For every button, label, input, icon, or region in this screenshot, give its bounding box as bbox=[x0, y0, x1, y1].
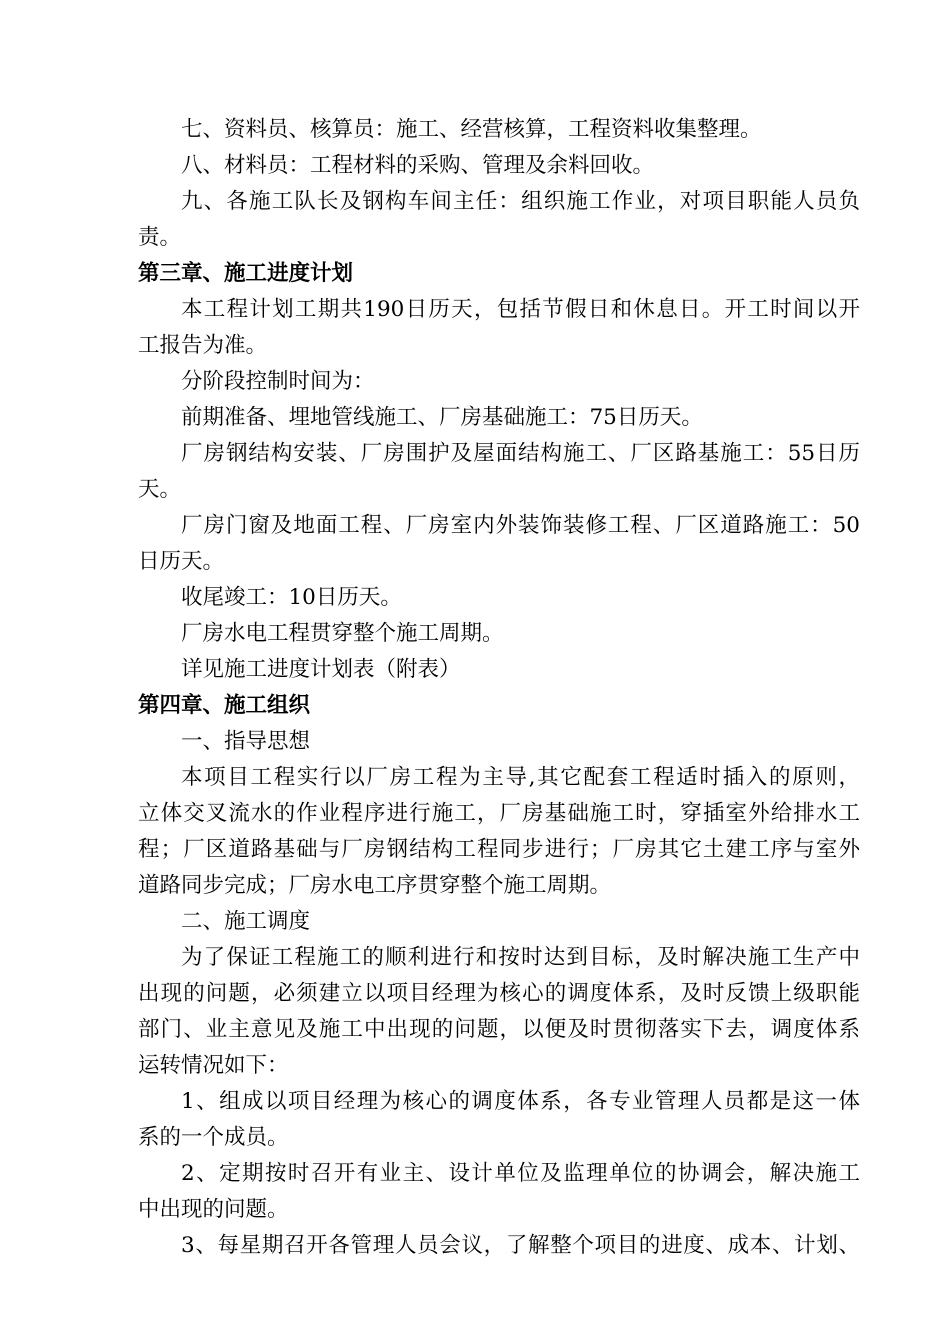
section-heading: 一、指导思想 bbox=[181, 729, 311, 754]
paragraph-line: 工报告为准。 bbox=[138, 333, 268, 358]
paragraph-line: 系的一个成员。 bbox=[138, 1125, 289, 1150]
paragraph-line: 天。 bbox=[138, 477, 182, 502]
paragraph-line: 前期准备、埋地管线施工、厂房基础施工：75日历天。 bbox=[181, 405, 703, 430]
paragraph-line: 日历天。 bbox=[138, 549, 225, 574]
paragraph-line: 九、各施工队长及钢构车间主任：组织施工作业，对项目职能人员负 bbox=[181, 189, 860, 214]
paragraph-line: 3、每星期召开各管理人员会议，了解整个项目的进度、成本、计划、 bbox=[181, 1233, 860, 1258]
paragraph-line: 详见施工进度计划表（附表） bbox=[181, 657, 461, 682]
paragraph-line: 1、组成以项目经理为核心的调度体系，各专业管理人员都是这一体 bbox=[181, 1089, 860, 1114]
paragraph-line: 运转情况如下： bbox=[138, 1053, 289, 1078]
paragraph-line: 立体交叉流水的作业程序进行施工，厂房基础施工时，穿插室外给排水工 bbox=[138, 801, 860, 826]
paragraph-line: 本项目工程实行以厂房工程为主导,其它配套工程适时插入的原则， bbox=[181, 765, 860, 790]
chapter-heading: 第四章、施工组织 bbox=[138, 693, 311, 718]
paragraph-line: 本工程计划工期共190日历天，包括节假日和休息日。开工时间以开 bbox=[181, 297, 860, 322]
paragraph-line: 责。 bbox=[138, 225, 182, 250]
paragraph-line: 厂房门窗及地面工程、厂房室内外装饰装修工程、厂区道路施工：50 bbox=[181, 513, 860, 538]
paragraph-line: 部门、业主意见及施工中出现的问题，以便及时贯彻落实下去，调度体系 bbox=[138, 1017, 860, 1042]
paragraph-line: 收尾竣工：10日历天。 bbox=[181, 585, 402, 610]
paragraph-line: 为了保证工程施工的顺利进行和按时达到目标，及时解决施工生产中 bbox=[181, 945, 860, 970]
paragraph-line: 厂房水电工程贯穿整个施工周期。 bbox=[181, 621, 504, 646]
paragraph-line: 中出现的问题。 bbox=[138, 1197, 289, 1222]
chapter-heading: 第三章、施工进度计划 bbox=[138, 261, 354, 286]
paragraph-line: 出现的问题，必须建立以项目经理为核心的调度体系，及时反馈上级职能 bbox=[138, 981, 860, 1006]
paragraph-line: 程；厂区道路基础与厂房钢结构工程同步进行；厂房其它土建工序与室外 bbox=[138, 837, 860, 862]
paragraph-line: 道路同步完成；厂房水电工序贯穿整个施工周期。 bbox=[138, 873, 612, 898]
paragraph-line: 厂房钢结构安装、厂房围护及屋面结构施工、厂区路基施工：55日历 bbox=[181, 441, 860, 466]
section-heading: 二、施工调度 bbox=[181, 909, 311, 934]
paragraph-line: 七、资料员、核算员：施工、经营核算，工程资料收集整理。 bbox=[181, 117, 762, 142]
paragraph-line: 2、定期按时召开有业主、设计单位及监理单位的协调会，解决施工 bbox=[181, 1161, 860, 1186]
paragraph-line: 八、材料员：工程材料的采购、管理及余料回收。 bbox=[181, 153, 655, 178]
paragraph-line: 分阶段控制时间为： bbox=[181, 369, 375, 394]
